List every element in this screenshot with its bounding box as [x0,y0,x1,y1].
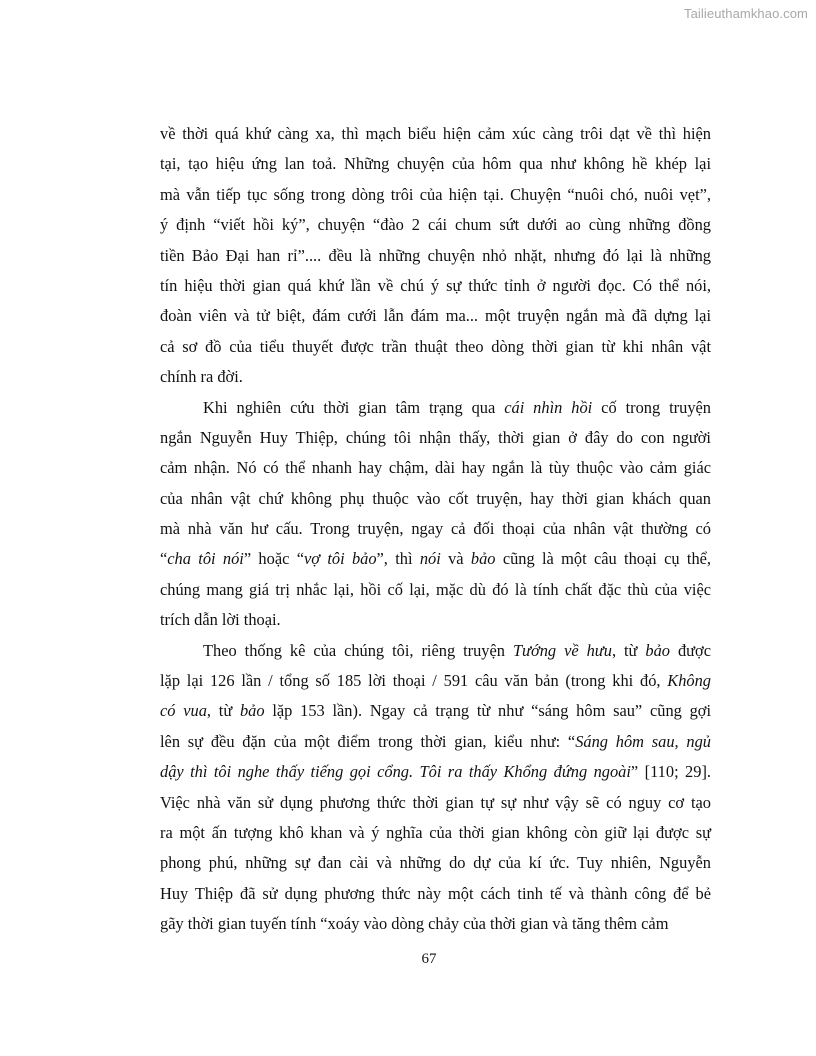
text-segment: được [670,640,711,660]
text-line [160,301,711,331]
text-line [160,241,711,271]
text-line [160,788,711,818]
text-line [160,544,711,574]
text-line [160,757,711,787]
watermark-text: Tailieuthamkhao.com [683,6,808,21]
text-line [160,180,711,210]
text-segment: tín hiệu thời gian quá khứ lần về chú ý sự thức tỉnh ở người đọc. Có thể nói, [160,275,711,295]
text-segment: mà vẫn tiếp tục sống trong dòng trôi của hiện tại. Chuyện “nuôi chó, nuôi vẹt”, [160,184,711,204]
text-line [160,636,711,666]
text-segment: lên sự đều đặn của một điểm trong thời gian, kiểu như: “ [160,731,576,751]
text-segment: lặp lại 126 lần / tổng số 185 lời thoại / 591 câu văn bản (trong khi đó, [160,671,668,691]
italic-text: cái nhìn hồi [504,397,593,417]
text-line [160,879,711,909]
text-line [160,848,711,878]
text-segment: tại, tạo hiệu ứng lan toả. Những chuyện của hôm qua như không hề khép lại [160,154,711,174]
text-segment: ý định “viết hồi ký”, chuyện “đào 2 cái chum sứt dưới ao cùng những đồng [160,215,711,235]
text-line [160,484,711,514]
text-line [160,362,711,392]
text-segment: ra một ấn tượng khô khan và ý nghĩa của thời gian không còn giữ lại được sự [160,822,711,842]
text-line [160,605,711,635]
page-number: 67 [421,951,437,967]
text-segment: Khi nghiên cứu thời gian tâm trạng qua [203,397,505,417]
text-segment: lặp 153 lần). Ngay cả trạng từ như “sáng hôm sau” cũng gợi [264,701,712,721]
text-line [160,818,711,848]
italic-text: vợ tôi bảo [303,549,377,569]
italic-text: Tướng về hưu [512,640,612,660]
paragraph [160,636,711,940]
text-segment: chúng mang giá trị nhắc lại, hồi cố lại, mặc dù đó là tính chất đặc thù của việc [160,579,711,599]
italic-text: cha tôi nói [167,549,244,569]
text-line [160,119,711,149]
text-segment: của nhân vật chứ không phụ thuộc vào cốt truyện, hay thời gian khách quan [160,488,711,508]
text-line [160,666,711,696]
text-line [160,210,711,240]
italic-text: có vua [160,701,207,721]
text-line [160,727,711,757]
text-segment: Huy Thiệp đã sử dụng phương thức này một cách tinh tế và thành công để bẻ [160,883,711,903]
text-segment: cũng là một câu thoại cụ thể, [495,549,712,569]
text-segment: ” [110; 29]. [630,762,712,782]
text-segment: phong phú, những sự đan cài và những do dự của kí ức. Tuy nhiên, Nguyễn [160,853,711,873]
text-segment: cả sơ đồ của tiểu thuyết được trần thuật theo dòng thời gian từ khi nhân vật [160,336,711,356]
italic-text: dậy thì tôi nghe thấy tiếng gọi cổng. Tôi ra thấy Khổng đứng ngoài [160,762,631,782]
italic-text: bảo [239,701,265,721]
text-segment: Theo thống kê của chúng tôi, riêng truyện [203,640,513,660]
text-line [160,453,711,483]
paragraph [160,119,711,393]
document-body [160,119,711,940]
text-segment: và [440,549,471,569]
text-segment: cảm nhận. Nó có thể nhanh hay chậm, dài hay ngắn là tùy thuộc vào cảm giác [160,458,711,478]
text-line [160,271,711,301]
text-line [160,332,711,362]
text-segment: gãy thời gian tuyến tính “xoáy vào dòng chảy của thời gian và tăng thêm cảm [160,914,669,934]
text-segment: tiền Bảo Đại han rỉ”.... đều là những chuyện nhỏ nhặt, nhưng đó lại là những [160,245,711,265]
italic-text: nói [419,549,441,569]
text-segment: ”, thì [376,549,420,569]
text-line [160,514,711,544]
text-line [160,696,711,726]
text-line [160,423,711,453]
text-segment: cố trong truyện [592,397,711,417]
text-segment: “ [160,549,168,569]
paragraph [160,393,711,636]
text-segment: chính ra đời. [160,367,243,387]
text-line [160,575,711,605]
italic-text: bảo [470,549,496,569]
text-segment: mà nhà văn hư cấu. Trong truyện, ngay cả đối thoại của nhân vật thường có [160,519,711,539]
text-segment: đoàn viên và tử biệt, đám cưới lẫn đám ma... một truyện ngắn mà đã dựng lại [160,306,711,326]
text-segment: ” hoặc “ [243,549,304,569]
text-segment: ngắn Nguyễn Huy Thiệp, chúng tôi nhận thấy, thời gian ở đây do con người [160,427,711,447]
text-segment: Việc nhà văn sử dụng phương thức thời gian tự sự như vậy sẽ có nguy cơ tạo [160,792,711,812]
italic-text: bảo [645,640,670,660]
text-line [160,149,711,179]
text-line [160,909,711,939]
text-segment: , từ [206,701,240,721]
text-segment: về thời quá khứ càng xa, thì mạch biểu hiện cảm xúc càng trôi dạt về thì hiện [160,124,711,143]
italic-text: Sáng hôm sau, ngủ [575,731,712,751]
text-line [160,393,711,423]
italic-text: Không [667,671,711,691]
text-segment: trích dẫn lời thoại. [160,610,281,630]
text-segment: , từ [611,640,646,660]
